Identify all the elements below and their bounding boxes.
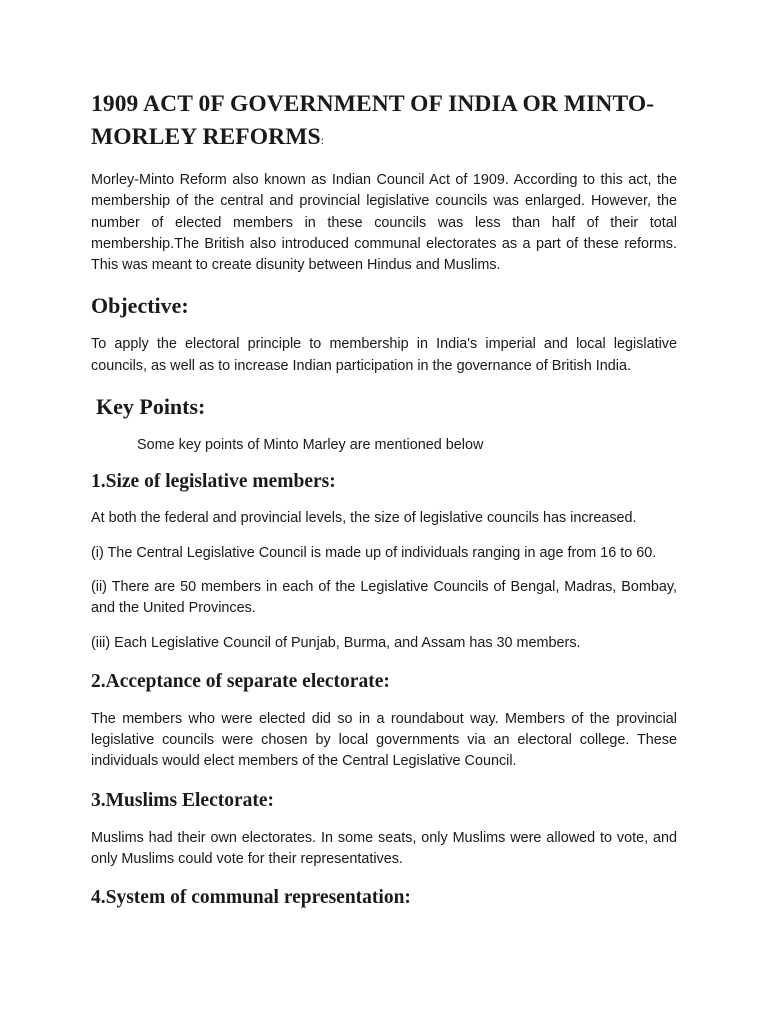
section3-heading: 3.Muslims Electorate: [91,789,275,811]
document-title-colon: : [320,133,325,147]
document-title [91,88,677,157]
document-page [91,88,677,911]
section1-heading: 1.Size of legislative members: [91,471,336,493]
section1-paragraph-1: At both the federal and provincial levels, the size of legislative councils has increased. [91,510,637,527]
section2-paragraph-1: The members who were elected did so in a roundabout way. Members of the provincial legislative councils were chosen by local governments via an electoral college. These individuals would elect members of the Central Legislative Council. [91,710,677,770]
section1-paragraph-3: (ii) There are 50 members in each of the Legislative Councils of Bengal, Madras, Bombay, and the United Provinces. [91,578,677,617]
section2-heading: 2.Acceptance of separate electorate: [91,670,390,692]
key-points-heading: Key Points: [96,394,206,420]
key-points-intro: Some key points of Minto Marley are mentioned below [137,437,484,454]
document-title-text: 1909 ACT 0F GOVERNMENT OF INDIA OR MINTO-MORLEY REFORMS [91,91,655,150]
section3-paragraph-1: Muslims had their own electorates. In some seats, only Muslims were allowed to vote, and only Muslims could vote for their representatives. [91,829,677,868]
intro-paragraph: Morley-Minto Reform also known as Indian Council Act of 1909. According to this act, the membership of the central and provincial legislative councils was enlarged. However, the number of elected members in these councils was less than half of their total membership.The British also introduced communal electorates as a part of these reforms. This was meant to create disunity between Hindus and Muslims. [91,172,677,274]
section1-paragraph-4: (iii) Each Legislative Council of Punjab, Burma, and Assam has 30 members. [91,634,581,651]
objective-paragraph: To apply the electoral principle to membership in India's imperial and local legislative councils, as well as to increase Indian participation in the governance of British India. [91,336,677,374]
objective-heading: Objective: [91,293,189,319]
section4-heading: 4.System of communal representation: [91,887,411,909]
section1-paragraph-2: (i) The Central Legislative Council is made up of individuals ranging in age from 16 to 60. [91,544,657,561]
